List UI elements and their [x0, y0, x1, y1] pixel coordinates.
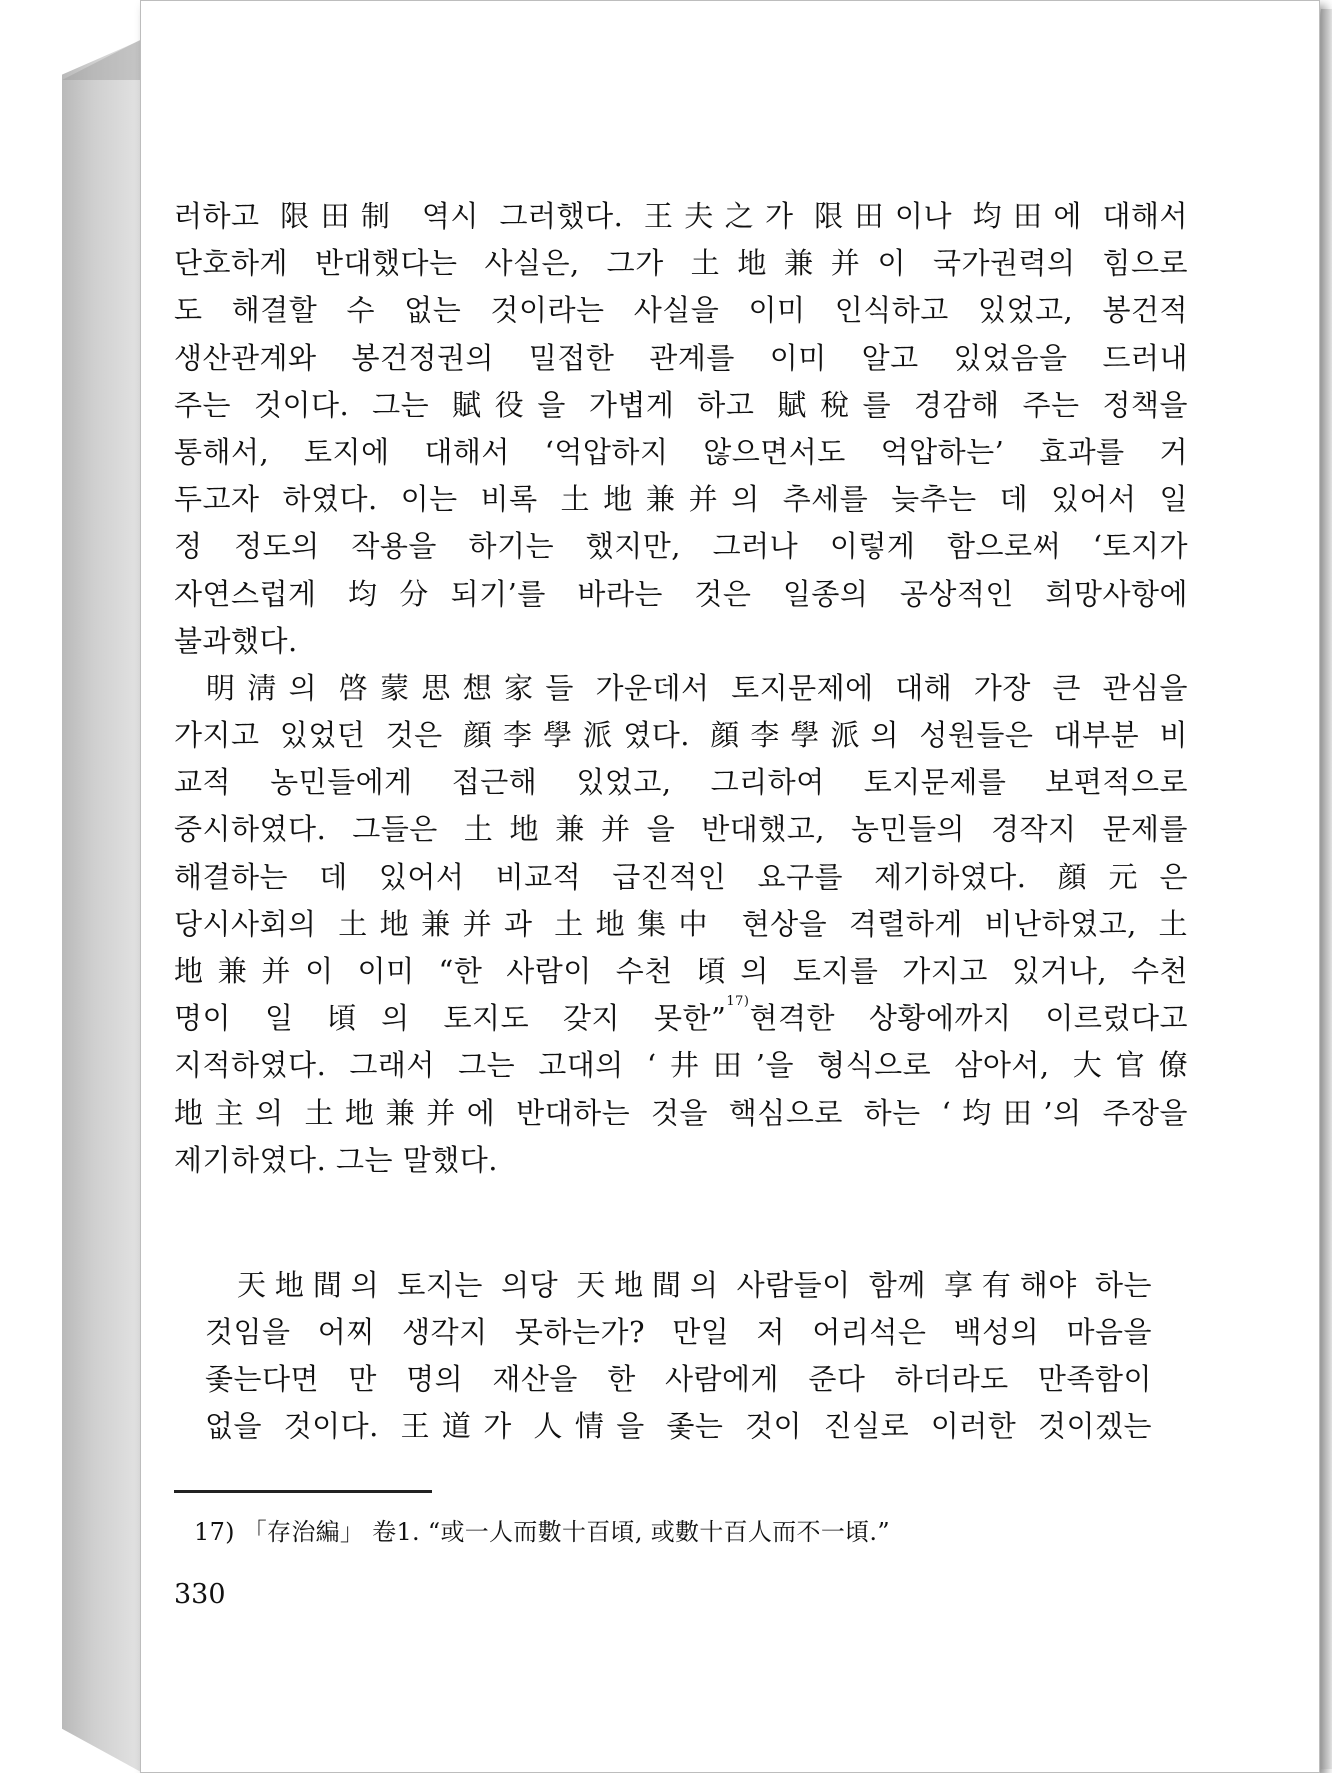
footnote-reference: 17) [726, 994, 750, 1010]
text-line: 자연스럽게 均分되기’를 바라는 것은 일종의 공상적인 희망사항에 [174, 576, 1188, 611]
block-quote [205, 1262, 1152, 1450]
text-line: 당시사회의 土地兼并과 土地集中 현상을 격렬하게 비난하였고, 土 [174, 906, 1188, 941]
text-line: 단호하게 반대했다는 사실은, 그가 土地兼并이 국가권력의 힘으로 [174, 246, 1188, 281]
quote-line: 것임을 어찌 생각지 못하는가? 만일 저 어리석은 백성의 마음을 [205, 1315, 1152, 1349]
quote-line: 天地間의 토지는 의당 天地間의 사람들이 함께 享有해야 하는 [237, 1268, 1152, 1302]
text-line: 정 정도의 작용을 하기는 했지만, 그러나 이렇게 함으로써 ‘토지가 [174, 529, 1188, 564]
text-line: 주는 것이다. 그는 賦役을 가볍게 하고 賦稅를 경감해 주는 정책을 [174, 387, 1188, 422]
text-line: 교적 농민들에게 접근해 있었고, 그리하여 토지문제를 보편적으로 [174, 765, 1188, 800]
text-line: 해결하는 데 있어서 비교적 급진적인 요구를 제기하였다. 顔元은 [174, 859, 1188, 894]
text-line: 통해서, 토지에 대해서 ‘억압하지 않으면서도 억압하는’ 효과를 거 [174, 434, 1188, 469]
text-line: 地兼并이 이미 “한 사람이 수천 頃의 토지를 가지고 있거나, 수천 [174, 954, 1188, 988]
book-spine [62, 40, 141, 1772]
page-edge-shadow [1321, 9, 1332, 1769]
text-line-with-footnote [174, 995, 1188, 1042]
text-line: 가지고 있었던 것은 顔李學派였다. 顔李學派의 성원들은 대부분 비 [174, 718, 1188, 753]
footnote: 17) 「存治編」 卷1. “或一人而數十百頃, 或數十百人而不一頃.” [194, 1518, 890, 1546]
text-fragment: 현격한 상황에까지 이르렀다고 [749, 1001, 1188, 1036]
text-line: 도 해결할 수 없는 것이라는 사실을 이미 인식하고 있었고, 봉건적 [174, 293, 1188, 328]
text-line: 생산관계와 봉건정권의 밀접한 관계를 이미 알고 있었음을 드러내 [174, 340, 1188, 375]
text-line: 제기하였다. 그는 말했다. [174, 1142, 499, 1177]
text-line: 중시하였다. 그들은 土地兼并을 반대했고, 농민들의 경작지 문제를 [174, 812, 1188, 847]
footnote-divider [174, 1490, 432, 1493]
body-text [174, 193, 1188, 1184]
text-line: 地主의 土地兼并에 반대하는 것을 핵심으로 하는 ‘均田’의 주장을 [174, 1095, 1188, 1130]
text-line: 러하고 限田制 역시 그러했다. 王夫之가 限田이나 均田에 대해서 [174, 199, 1188, 233]
text-line: 불과했다. [174, 623, 298, 658]
text-line: 지적하였다. 그래서 그는 고대의 ‘井田’을 형식으로 삼아서, 大官僚 [174, 1048, 1188, 1083]
text-fragment: 명이 일 頃의 토지도 갖지 못한” [174, 1001, 727, 1036]
quote-line: 좇는다면 만 명의 재산을 한 사람에게 준다 하더라도 만족함이 [205, 1362, 1152, 1396]
text-line: 두고자 하였다. 이는 비록 土地兼并의 추세를 늦추는 데 있어서 일 [174, 482, 1188, 517]
quote-line: 없을 것이다. 王道가 人情을 좇는 것이 진실로 이러한 것이겠는 [205, 1409, 1152, 1443]
page-number: 330 [174, 1579, 226, 1610]
paragraph-first-line: 明淸의 啓蒙思想家들 가운데서 토지문제에 대해 가장 큰 관심을 [206, 670, 1188, 705]
